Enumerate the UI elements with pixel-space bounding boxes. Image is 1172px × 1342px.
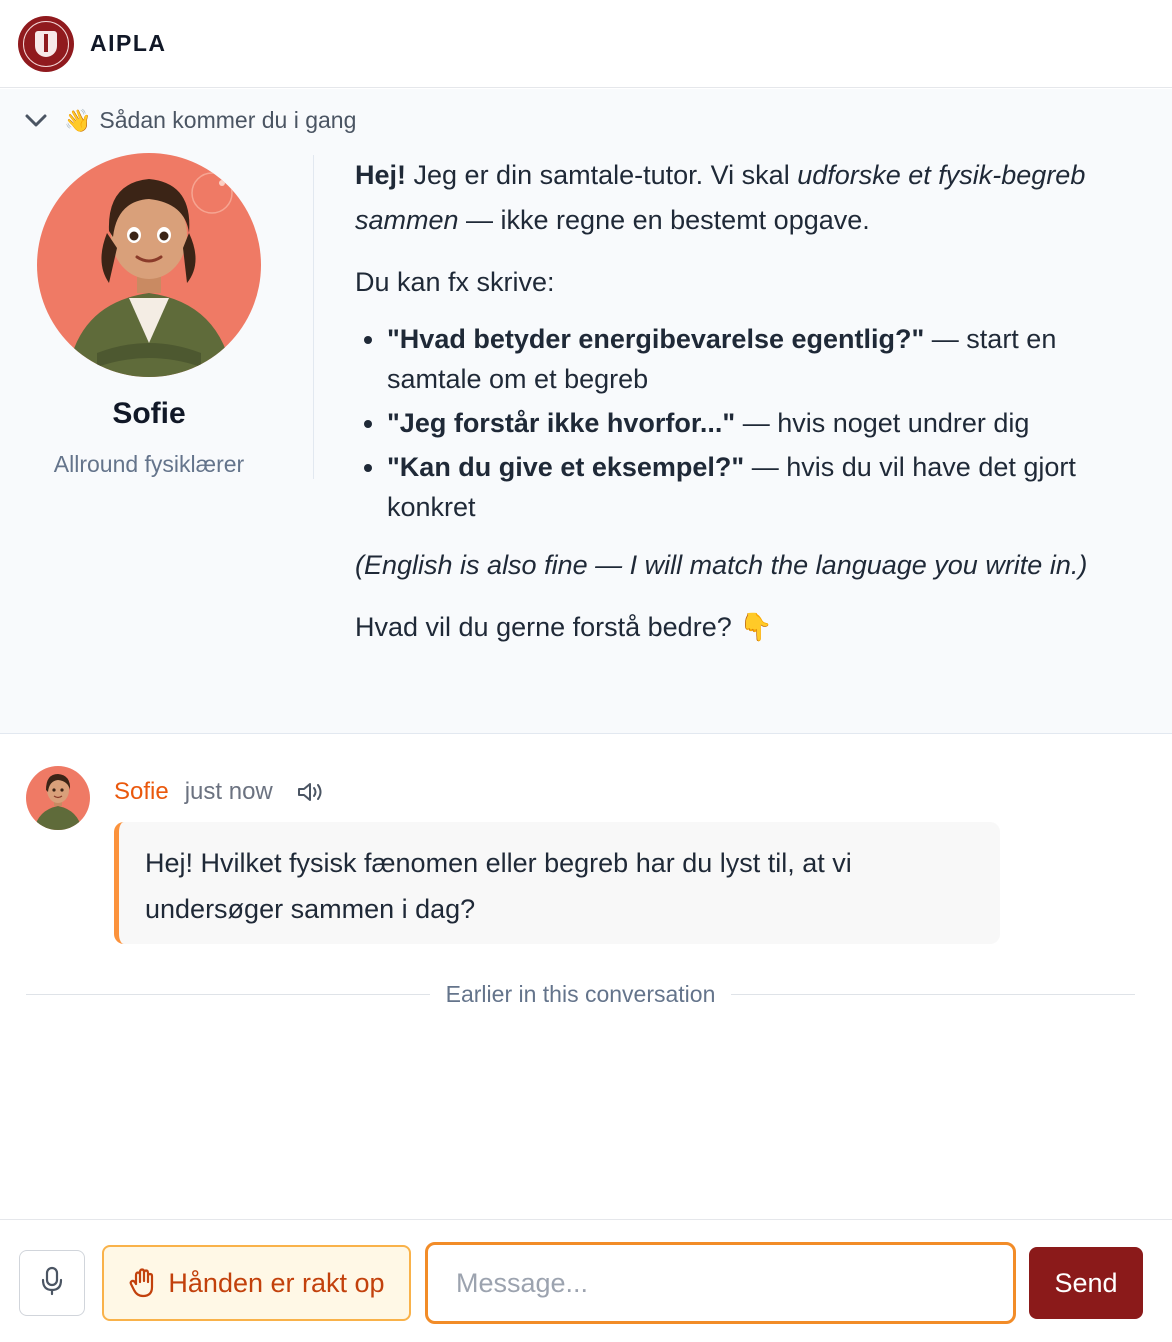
conversation-divider [26, 978, 1135, 1010]
divider-text: Earlier in this conversation [445, 980, 716, 1007]
message-sender: Sofie [114, 778, 169, 805]
composer [0, 1219, 1172, 1342]
greeting [355, 153, 1135, 243]
intro-toggle-label: Sådan kommer du i gang [99, 107, 357, 133]
greeting-italic: udforske et fysik-begreb sammen [355, 160, 1086, 235]
avatar [26, 766, 90, 830]
examples-intro: Du kan fx skrive: [355, 267, 555, 297]
university-logo [18, 16, 74, 72]
divider-line [26, 994, 430, 995]
intro-panel [0, 89, 1172, 734]
tutor-avatar [37, 153, 261, 377]
example-bold: "Kan du give et eksempel?" [387, 452, 745, 482]
message-bubble: Hej! Hvilket fysisk fænomen eller begreb har du lyst til, at vi undersøger sammen i dag? [114, 822, 1000, 944]
waving-hand-icon: 👋 [64, 107, 92, 133]
list-item [387, 319, 1135, 399]
raise-hand-label: Hånden er rakt op [168, 1267, 385, 1298]
message-input[interactable] [425, 1242, 1016, 1324]
example-bold: "Jeg forstår ikke hvorfor..." [387, 408, 736, 438]
english-note: (English is also fine — I will match the language you write in.) [355, 550, 1088, 580]
raised-hand-icon [128, 1267, 160, 1299]
tutor-role: Allround fysiklærer [53, 451, 245, 477]
example-text: — hvis noget undrer dig [735, 408, 1030, 438]
app-title: AIPLA [90, 30, 167, 56]
intro-toggle[interactable] [24, 107, 356, 134]
tutor-card [24, 153, 274, 478]
intro-text [355, 153, 1135, 650]
closing-question [355, 605, 1135, 650]
example-bold: "Hvad betyder energibevarelse egentlig?" [387, 324, 925, 354]
example-text: — hvis du vil have det gjort konkret [387, 452, 1076, 522]
chevron-down-icon [24, 109, 48, 133]
raise-hand-button[interactable] [102, 1245, 411, 1321]
tutor-name: Sofie [112, 397, 186, 430]
examples-list [355, 319, 1135, 527]
greeting-text-1: Jeg er din samtale-tutor. Vi skal [406, 160, 798, 190]
message-meta [114, 778, 325, 806]
greeting-text-2: — ikke regne en bestemt opgave. [458, 205, 870, 235]
example-text: — start en samtale om et begreb [387, 324, 1057, 394]
pointing-down-icon: 👇 [739, 612, 773, 642]
list-item [387, 403, 1135, 443]
microphone-button[interactable] [19, 1250, 85, 1316]
greeting-bold: Hej! [355, 160, 407, 190]
send-button[interactable]: Send [1029, 1247, 1143, 1319]
app-header [0, 0, 1172, 88]
microphone-icon [40, 1266, 64, 1301]
message-time: just now [184, 778, 273, 805]
divider-line [731, 994, 1135, 995]
closing-text: Hvad vil du gerne forstå bedre? [355, 612, 732, 642]
vertical-divider [313, 155, 314, 479]
speaker-icon[interactable] [297, 780, 325, 804]
list-item [387, 447, 1135, 527]
